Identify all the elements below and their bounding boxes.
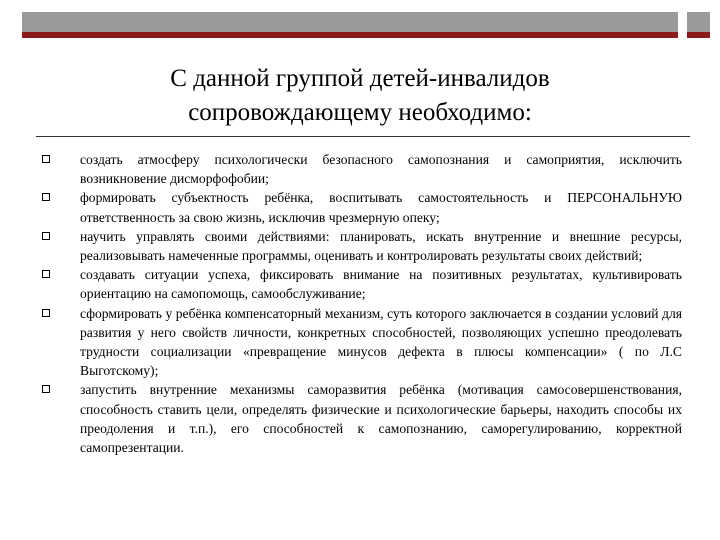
hollow-square-icon: [42, 155, 50, 163]
list-item-text: формировать субъектность ребёнка, воспитывать самостоятельность и ПЕРСОНАЛЬНУЮ ответственность за свою жизнь, исключив чрезмерную опеку;: [80, 190, 682, 225]
hollow-square-icon: [42, 232, 50, 240]
hollow-square-icon: [42, 309, 50, 317]
list-item: [38, 304, 682, 381]
hollow-square-icon: [42, 193, 50, 201]
list-item-text: запустить внутренние механизмы саморазвития ребёнка (мотивация самосовершенствования, способность ставить цели, определять физические и психологические барьеры, находить способы их преодоления и т.п.), его способностей к самопознанию, саморегулированию, корректной самопрезентации.: [80, 382, 682, 456]
list-item-text: создать атмосферу психологически безопасного самопознания и самоприятия, исключить возникновение дисморфофобии;: [80, 152, 682, 187]
header-decor-square: [687, 12, 710, 38]
bullet-list: [38, 150, 682, 457]
list-item-text: научить управлять своими действиями: планировать, искать внутренние и внешние ресурсы, реализовывать намеченные программы, оценивать и контролировать результаты своих действий;: [80, 228, 682, 264]
title-divider: [36, 136, 690, 137]
list-item: [38, 150, 682, 188]
slide-title: [60, 62, 660, 130]
slide-title-line-2: сопровождающему необходимо:: [188, 99, 532, 126]
list-item: [38, 380, 682, 457]
hollow-square-icon: [42, 385, 50, 393]
header-decor-bar: [22, 12, 678, 38]
hollow-square-icon: [42, 270, 50, 278]
list-item-text: создавать ситуации успеха, фиксировать внимание на позитивных результатах, культивировать ориентацию на самопомощь, самообслуживание;: [80, 267, 682, 302]
list-item-text: сформировать у ребёнка компенсаторный механизм, суть которого заключается в создании условий для развития у него свойств личности, конкретных способностей, позволяющих успешно преодолевать трудности социализации «превращение минусов дефекта в плюсы компенсации» ( по Л.С Выготскому);: [80, 305, 682, 379]
list-item: [38, 188, 682, 226]
list-item: [38, 227, 682, 265]
list-item: [38, 265, 682, 303]
slide-title-line-1: С данной группой детей-инвалидов: [170, 65, 550, 92]
